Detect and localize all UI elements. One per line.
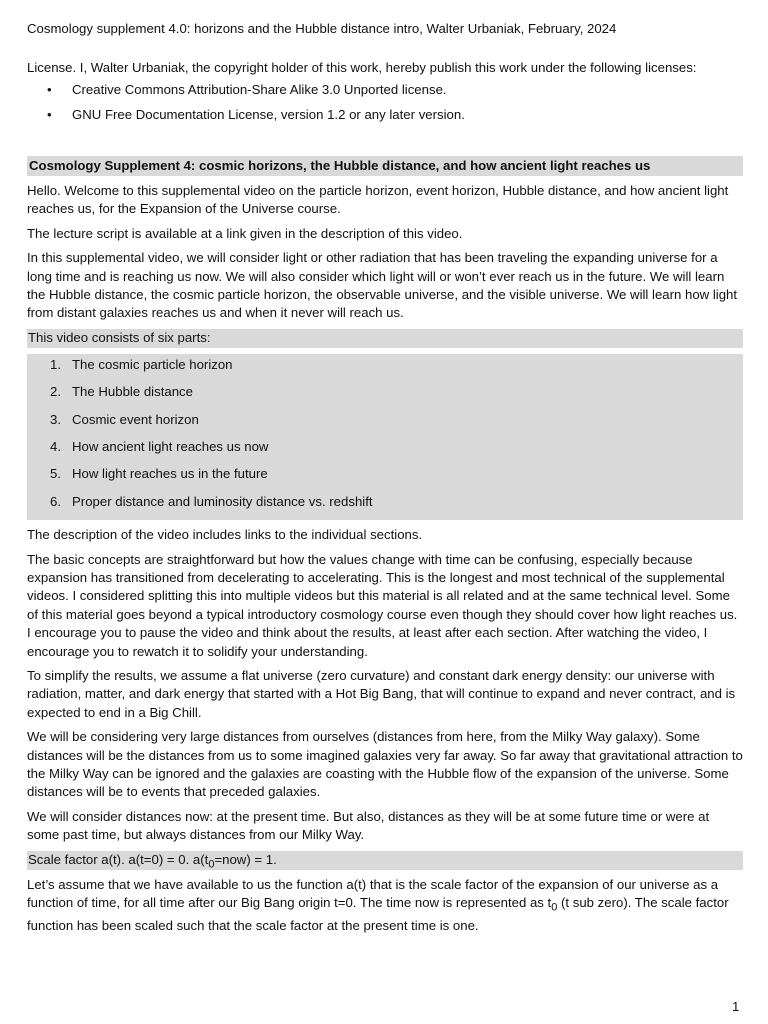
part-number: 4. bbox=[50, 439, 61, 455]
scale-factor-heading: Scale factor a(t). a(t=0) = 0. $a(t_0=now) = 1$. bbox=[27, 851, 743, 870]
intro-paragraph: Hello. Welcome to this supplemental video on the particle horizon, event horizon, Hubble distance, and how ancient light reaches us, for the Expansion of the Universe course. bbox=[27, 183, 729, 217]
parts-list-item bbox=[27, 411, 743, 438]
section-heading: Cosmology Supplement 4: cosmic horizons, the Hubble distance, and how ancient light reaches us bbox=[27, 156, 743, 176]
part-label: Cosmic event horizon bbox=[72, 411, 199, 427]
license-list bbox=[27, 81, 743, 131]
page-number: 1 bbox=[732, 999, 740, 1014]
part-label: Proper distance and luminosity distance vs. redshift bbox=[72, 493, 373, 509]
bullet-icon: • bbox=[47, 82, 52, 97]
part-number: 1. bbox=[50, 356, 61, 372]
part-number: 6. bbox=[50, 493, 61, 509]
parts-list-item bbox=[27, 465, 743, 492]
parts-list-item bbox=[27, 383, 743, 410]
license-item-text: GNU Free Documentation License, version 1.2 or any later version. bbox=[72, 107, 465, 122]
body-paragraph: To simplify the results, we assume a flat universe (zero curvature) and constant dark energy density: our universe with radiation, matter, and dark energy that started with a Hot Big Bang, that will continue to expand and never contract, and is expected to end in a Big Chill. bbox=[27, 668, 736, 720]
document-body bbox=[27, 156, 743, 936]
license-item bbox=[27, 81, 743, 106]
part-label: The Hubble distance bbox=[72, 384, 193, 400]
document-title: Cosmology supplement 4.0: horizons and the Hubble distance intro, Walter Urbaniak, February, 2024 bbox=[27, 21, 617, 36]
parts-heading: This video consists of six parts: bbox=[27, 329, 743, 348]
parts-list-item bbox=[27, 438, 743, 465]
body-paragraph: We will consider distances now: at the present time. But also, distances as they will be at some future time or were at some past time, but always distances from our Milky Way. bbox=[27, 808, 710, 843]
part-number: 3. bbox=[50, 411, 61, 427]
license-intro: License. I, Walter Urbaniak, the copyright holder of this work, hereby publish this work under the following licenses: bbox=[27, 60, 697, 75]
license-item-text: Creative Commons Attribution-Share Alike 3.0 Unported license. bbox=[72, 82, 447, 97]
part-number: 2. bbox=[50, 384, 61, 400]
license-item bbox=[27, 106, 743, 131]
body-paragraph: The description of the video includes links to the individual sections. bbox=[27, 527, 423, 543]
body-paragraph: We will be considering very large distances from ourselves (distances from here, from the Milky Way galaxy). Some distances will be the distances from us to some imagined galaxies very far away. So far away that gravitational attraction to the Milky Way can be ignored and the galaxies are coasting with the Hubble flow of the expansion of the universe. Some distances will be to events that preceded galaxies. bbox=[27, 729, 743, 800]
parts-list bbox=[27, 354, 743, 520]
intro-paragraph: In this supplemental video, we will consider light or other radiation that has been traveling the expanding universe for a long time and is reaching us now. We will also consider which light will or won’t ever reach us in the future. We will learn the Hubble distance, the cosmic particle horizon, the observable universe, and the visible universe. We will learn how light from distant galaxies reaches us and when it never will reach us. bbox=[27, 250, 738, 321]
body-paragraph: The basic concepts are straightforward but how the values change with time can be confusing, especially because expansion has transitioned from decelerating to accelerating. This is the longest and most technical of the supplemental videos. I considered splitting this into multiple videos but this material is all related and at the same technical level. Some of this material goes beyond a typical introductory cosmology course even though they should cover how light reaches us. I encourage you to pause the video and think about the results, at least after each section. After watching the video, I encourage you to rewatch it to solidify your understanding. bbox=[27, 551, 738, 659]
parts-list-item bbox=[27, 356, 743, 383]
parts-list-item bbox=[27, 493, 743, 520]
part-label: How light reaches us in the future bbox=[72, 466, 268, 482]
part-number: 5. bbox=[50, 466, 61, 482]
part-label: How ancient light reaches us now bbox=[72, 439, 269, 455]
final-paragraph: Let’s assume that we have available to us the function a(t) that is the scale factor of the expansion of our universe as a function of time, for all time after our Big Bang origin t=0. The time now is represented as $t_0$ (t sub zero). The scale factor function has been scaled such that the scale factor at the present time is one. bbox=[27, 876, 729, 934]
part-label: The cosmic particle horizon bbox=[72, 356, 233, 372]
intro-paragraph: The lecture script is available at a link given in the description of this video. bbox=[27, 225, 463, 241]
bullet-icon: • bbox=[47, 107, 52, 122]
